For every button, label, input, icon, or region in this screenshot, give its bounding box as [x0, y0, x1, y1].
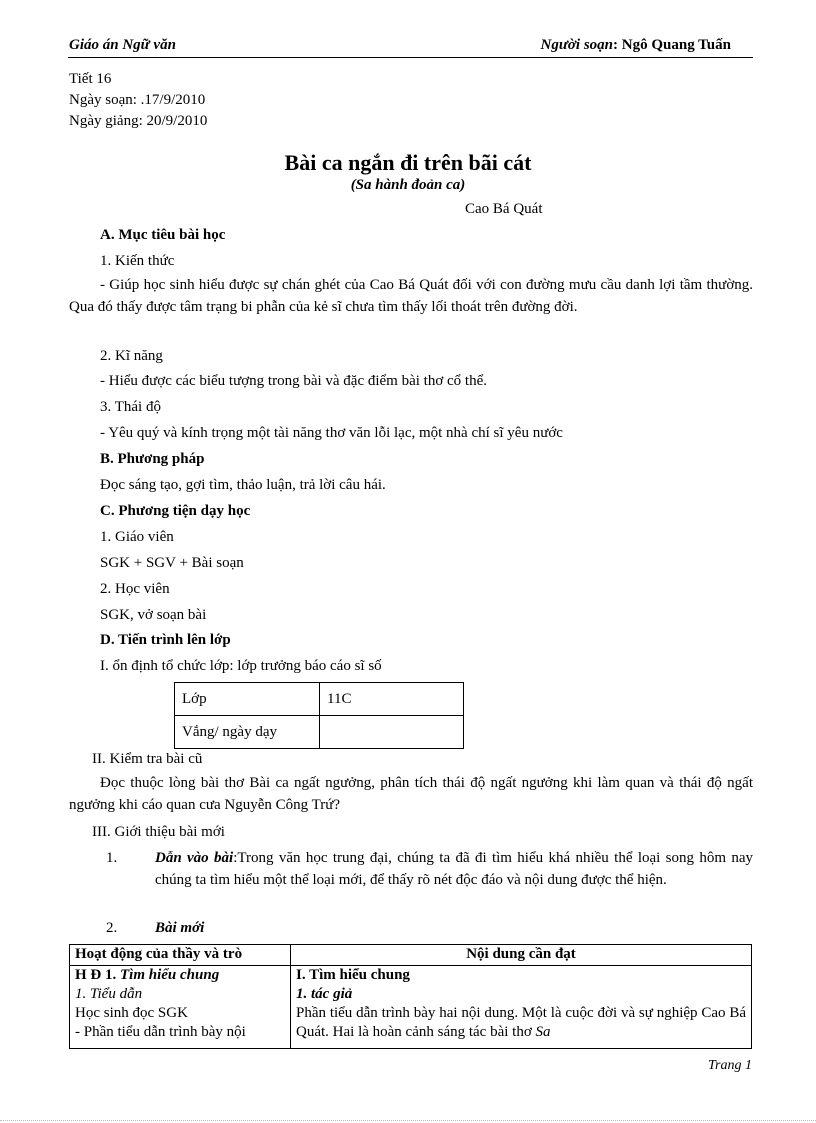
section-d-title: D. Tiến trình lên lớp	[100, 632, 231, 648]
section-d1: I. ổn định tổ chức lớp: lớp trưởng báo cáo sĩ số	[100, 658, 382, 674]
section-b-text: Đọc sáng tạo, gợi tìm, thảo luận, trả lời câu hái.	[100, 477, 386, 493]
left-line-2: 1. Tiểu dẫn	[75, 986, 143, 1002]
section-a-title: A. Mục tiêu bài học	[100, 227, 226, 243]
right-text: Phần tiểu dẫn trình bày hai nội dung. Một là cuộc đời và sự nghiệp Cao Bá Quát. Hai là hoàn cảnh sáng tác bài thơ	[296, 1005, 746, 1040]
col1-header: Hoạt động của thầy và trò	[70, 945, 291, 966]
header-right	[541, 37, 731, 54]
item1-number: 1.	[106, 850, 118, 866]
section-c2-text: SGK, vở soạn bài	[100, 607, 207, 623]
section-a1-text: - Giúp học sinh hiểu được sự chán ghét của Cao Bá Quát đối với con đường mưu cầu danh lợi tầm thường. Qua đó thấy được tâm trạng bi phẫn của kẻ sĩ chưa tìm thấy lối thoát trên đường đời.	[69, 277, 753, 315]
section-c1-text: SGK + SGV + Bài soạn	[100, 555, 244, 571]
header-rule	[68, 57, 753, 58]
absent-value	[320, 716, 464, 749]
left-line-3: Học sinh đọc SGK	[75, 1005, 188, 1021]
header-right-name: : Ngô Quang Tuấn	[613, 37, 731, 53]
hd-prefix: H Đ 1.	[75, 967, 117, 983]
right-line-2: 1. tác giả	[296, 986, 353, 1002]
class-table	[174, 682, 464, 749]
section-a3-text: - Yêu quý và kính trọng một tài năng thơ văn lỗi lạc, một nhà chí sĩ yêu nước	[100, 425, 563, 441]
item2-number: 2.	[106, 920, 118, 936]
part3-title: III. Giới thiệu bài mới	[92, 824, 225, 840]
table-row	[175, 683, 464, 716]
item1-text	[155, 847, 753, 891]
activity-left-cell	[70, 966, 291, 1049]
right-line-3	[296, 1004, 746, 1042]
part2-text: Đọc thuộc lòng bài thơ Bài ca ngất ngưởng, phân tích thái độ ngất ngưởng khi làm quan và thái độ ngất ngưởng khi cáo quan cưa Nguyễn Công Trứ?	[69, 775, 753, 813]
class-value: 11C	[320, 683, 464, 716]
activity-table	[69, 944, 752, 1049]
table-row	[70, 945, 752, 966]
header-right-label: Người soạn	[540, 37, 614, 53]
table-row	[70, 966, 752, 1049]
section-a3: 3. Thái độ	[100, 399, 161, 415]
date-taught: Ngày giảng: 20/9/2010	[69, 113, 208, 129]
table-row	[175, 716, 464, 749]
author: Cao Bá Quát	[465, 201, 543, 217]
absent-label: Vắng/ ngày dạy	[175, 716, 320, 749]
class-label: Lớp	[175, 683, 320, 716]
section-a2-text: - Hiểu được các biểu tượng trong bài và đặc điểm bài thơ cổ thể.	[100, 373, 488, 389]
item1-body: :Trong văn học trung đại, chúng ta đã đi tìm hiểu khá nhiều thể loại song hôm nay chúng ta tìm hiểu một thể loại mới, để thấy rõ nét độc đáo và nội dung được thể hiện.	[155, 850, 754, 888]
item1-label: Dẫn vào bài	[155, 850, 234, 866]
lesson-number: Tiết 16	[69, 71, 112, 87]
section-a1: 1. Kiến thức	[100, 253, 175, 269]
section-c-title: C. Phương tiện dạy học	[100, 503, 251, 519]
left-line-4: - Phần tiểu dẫn trình bày nội	[75, 1024, 246, 1040]
section-a2: 2. Kĩ năng	[100, 348, 163, 364]
date-prepared: Ngày soạn: .17/9/2010	[69, 92, 206, 108]
part2-title: II. Kiểm tra bài cũ	[92, 751, 203, 767]
page-subtitle: (Sa hành đoản ca)	[350, 177, 466, 193]
right-line-1: I. Tìm hiểu chung	[296, 967, 410, 983]
section-c2: 2. Học viên	[100, 581, 170, 597]
section-b-title: B. Phương pháp	[100, 451, 205, 467]
col2-header: Nội dung cần đạt	[291, 945, 752, 966]
item2-label: Bài mới	[155, 920, 205, 936]
header-left: Giáo án Ngữ văn	[69, 37, 176, 53]
page-bottom-edge	[0, 1120, 816, 1121]
page-title: Bài ca ngắn đi trên bãi cát	[284, 150, 532, 175]
hd-title: Tìm hiểu chung	[120, 967, 220, 983]
right-text-italic: Sa	[535, 1024, 551, 1040]
activity-right-cell	[291, 966, 752, 1049]
page-number: Trang 1	[708, 1058, 752, 1073]
section-c1: 1. Giáo viên	[100, 529, 174, 545]
